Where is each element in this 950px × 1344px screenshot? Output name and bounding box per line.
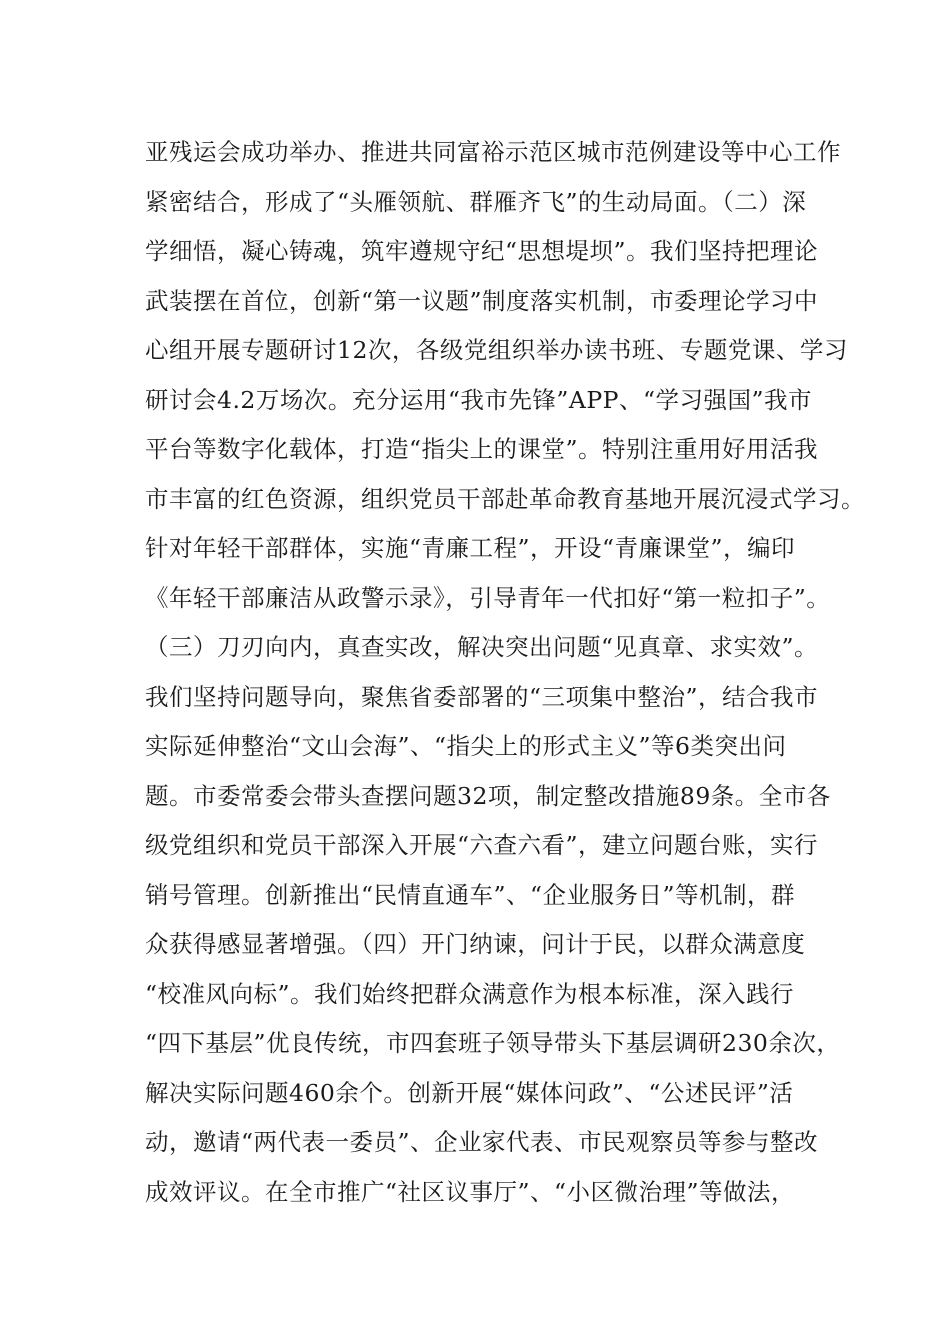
text-line: 实际延伸整治“文山会海”、“指尖上的形式主义”等6类突出问 [145, 732, 787, 760]
text-line: 题。市委常委会带头查摆问题32项，制定整改措施89条。全市各 [145, 781, 831, 810]
text-line: 销号管理。创新推出“民情直通车”、“企业服务日”等机制，群 [145, 880, 796, 909]
text-line: 《年轻干部廉洁从政警示录》，引导青年一代扣好“第一粒扣子”。 [145, 583, 831, 612]
text-line: （三）刀刃向内，真查实改，解决突出问题“见真章、求实效”。 [145, 633, 819, 661]
text-line: 学细悟，凝心铸魂，筑牢遵规守纪“思想堤坝”。我们坚持把理论 [145, 237, 819, 265]
text-line: 紧密结合，形成了“头雁领航、群雁齐飞”的生动局面。（二）深 [145, 187, 807, 216]
text-line: 心组开展专题研讨12次，各级党组织举办读书班、专题党课、学习 [145, 336, 848, 364]
body-paragraph [145, 128, 865, 1217]
text-line: “校准风向标”。我们始终把群众满意作为根本标准，深入践行 [145, 979, 795, 1008]
text-line: 市丰富的红色资源，组织党员干部赴革命教育基地开展沉浸式学习。 [145, 484, 865, 513]
text-line: 解决实际问题460余个。创新开展“媒体问政”、“公述民评”活 [145, 1078, 794, 1107]
text-line: 我们坚持问题导向，聚焦省委部署的“三项集中整治”，结合我市 [145, 682, 819, 711]
text-line: 众获得感显著增强。（四）开门纳谏，问计于民，以群众满意度 [145, 930, 806, 958]
text-line: 平台等数字化载体，打造“指尖上的课堂”。特别注重用好用活我 [145, 435, 819, 463]
text-line: 级党组织和党员干部深入开展“六查六看”，建立问题台账，实行 [145, 831, 819, 859]
text-line: 成效评议。在全市推广“社区议事厅”、“小区微治理”等做法， [145, 1177, 796, 1206]
text-line: 武装摆在首位，创新“第一议题”制度落实机制，市委理论学习中 [145, 286, 819, 315]
text-line: 动，邀请“两代表一委员”、企业家代表、市民观察员等参与整改 [145, 1128, 819, 1156]
text-line: 研讨会4.2万场次。充分运用“我市先锋”APP、“学习强国”我市 [145, 385, 813, 414]
text-line: “四下基层”优良传统，市四套班子领导带头下基层调研230余次， [145, 1029, 841, 1057]
text-line: 亚残运会成功举办、推进共同富裕示范区城市范例建设等中心工作 [145, 138, 841, 166]
text-line: 针对年轻干部群体，实施“青廉工程”，开设“青廉课堂”，编印 [145, 534, 796, 562]
